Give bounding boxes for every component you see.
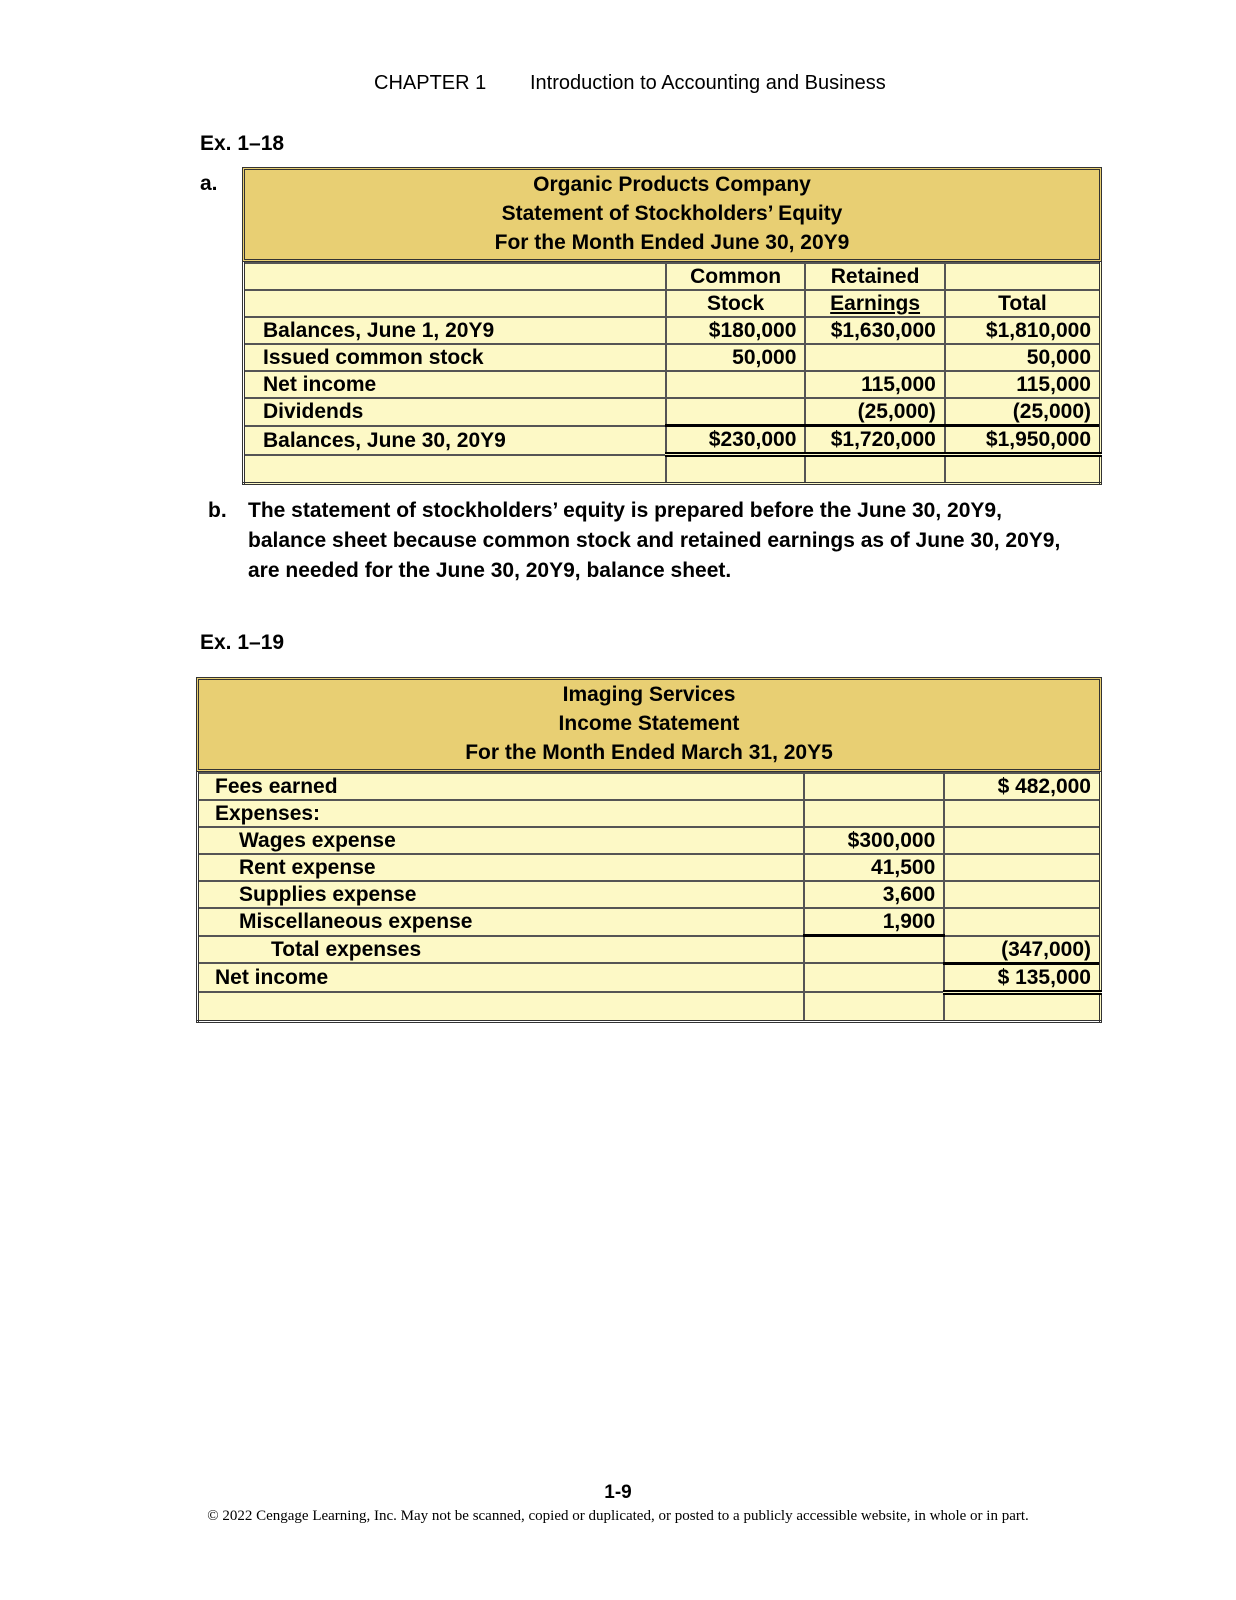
amount-mid: 41,500	[804, 854, 944, 881]
table-row	[244, 344, 1101, 371]
header-row	[244, 290, 1101, 317]
retained-earnings-header: Earnings	[805, 290, 944, 317]
common-stock-header: Stock	[666, 290, 805, 317]
retained-earnings-value	[805, 344, 944, 371]
statement-title: Statement of Stockholders’ Equity	[501, 202, 843, 225]
total-value: $1,810,000	[945, 317, 1101, 344]
row-label: Miscellaneous expense	[198, 908, 805, 936]
statement-title: Income Statement	[558, 712, 740, 735]
page-number: 1-9	[604, 1482, 632, 1503]
row-label: Rent expense	[198, 854, 805, 881]
table-row	[198, 800, 1101, 827]
chapter-title: Introduction to Accounting and Business	[530, 72, 886, 94]
common-stock-value	[666, 371, 805, 398]
total-value: (25,000)	[945, 398, 1101, 426]
row-label: Dividends	[244, 398, 666, 426]
row-label: Issued common stock	[244, 344, 666, 371]
part-a-label: a.	[200, 172, 218, 195]
row-label: Supplies expense	[198, 881, 805, 908]
company-name: Organic Products Company	[533, 173, 811, 196]
common-stock-value	[666, 398, 805, 426]
row-label: Total expenses	[198, 936, 805, 964]
total-value: 115,000	[945, 371, 1101, 398]
retained-earnings-value: (25,000)	[805, 398, 944, 426]
amount-right: (347,000)	[944, 936, 1100, 964]
income-statement	[196, 677, 1102, 1023]
total-header: Total	[945, 290, 1101, 317]
total-value: $1,950,000	[945, 426, 1101, 455]
table-row	[198, 827, 1101, 854]
row-label: Balances, June 30, 20Y9	[244, 426, 666, 455]
statement-heading	[242, 167, 1102, 262]
statement-period: For the Month Ended June 30, 20Y9	[494, 231, 850, 254]
table-row	[198, 881, 1101, 908]
row-label: Expenses:	[198, 800, 805, 827]
common-stock-value: 50,000	[666, 344, 805, 371]
amount-right: $ 135,000	[944, 963, 1100, 992]
table-row	[198, 908, 1101, 936]
table-row	[198, 963, 1101, 992]
amount-mid: $300,000	[804, 827, 944, 854]
amount-right	[944, 854, 1100, 881]
retained-earnings-value: $1,720,000	[805, 426, 944, 455]
table-row	[244, 398, 1101, 426]
amount-mid	[804, 773, 944, 800]
table-row	[198, 936, 1101, 964]
part-b-text: The statement of stockholders’ equity is prepared before the June 30, 20Y9, balance sheet because common stock and retained earnings as of June 30, 20Y9, are needed for the June 30, 20Y9, balance sheet.	[248, 499, 1061, 582]
retained-earnings-value: $1,630,000	[805, 317, 944, 344]
header-row	[244, 263, 1101, 290]
row-label: Fees earned	[198, 773, 805, 800]
exercise-label-1-18: Ex. 1–18	[200, 132, 285, 155]
amount-mid	[804, 963, 944, 992]
row-label: Balances, June 1, 20Y9	[244, 317, 666, 344]
amount-mid	[804, 800, 944, 827]
table-row	[244, 371, 1101, 398]
company-name: Imaging Services	[562, 683, 736, 706]
row-label: Wages expense	[198, 827, 805, 854]
amount-right	[944, 800, 1100, 827]
table-row	[198, 854, 1101, 881]
retained-earnings-header-top: Retained	[805, 263, 944, 290]
income-table	[196, 772, 1102, 1023]
equity-table	[242, 262, 1102, 485]
stockholders-equity-statement	[242, 167, 1102, 485]
statement-period: For the Month Ended March 31, 20Y5	[465, 741, 833, 764]
blank-row	[244, 455, 1101, 484]
common-stock-header-top: Common	[666, 263, 805, 290]
exercise-label-1-19: Ex. 1–19	[200, 631, 285, 654]
total-value: 50,000	[945, 344, 1101, 371]
table-row	[244, 317, 1101, 344]
amount-right	[944, 908, 1100, 936]
amount-right	[944, 827, 1100, 854]
chapter-label: CHAPTER 1	[374, 72, 487, 94]
amount-right	[944, 881, 1100, 908]
copyright-notice: © 2022 Cengage Learning, Inc. May not be scanned, copied or duplicated, or posted to a publicly accessible website, in whole or in part.	[207, 1508, 1029, 1524]
blank-row	[198, 992, 1101, 1021]
part-b-paragraph	[208, 496, 1088, 582]
common-stock-value: $230,000	[666, 426, 805, 455]
part-b-label: b.	[208, 499, 227, 522]
table-row	[198, 773, 1101, 800]
amount-mid	[804, 936, 944, 964]
amount-mid: 3,600	[804, 881, 944, 908]
amount-mid: 1,900	[804, 908, 944, 936]
table-row	[244, 426, 1101, 455]
statement-heading	[196, 677, 1102, 772]
row-label: Net income	[244, 371, 666, 398]
retained-earnings-value: 115,000	[805, 371, 944, 398]
common-stock-value: $180,000	[666, 317, 805, 344]
amount-right: $ 482,000	[944, 773, 1100, 800]
row-label: Net income	[198, 963, 805, 992]
